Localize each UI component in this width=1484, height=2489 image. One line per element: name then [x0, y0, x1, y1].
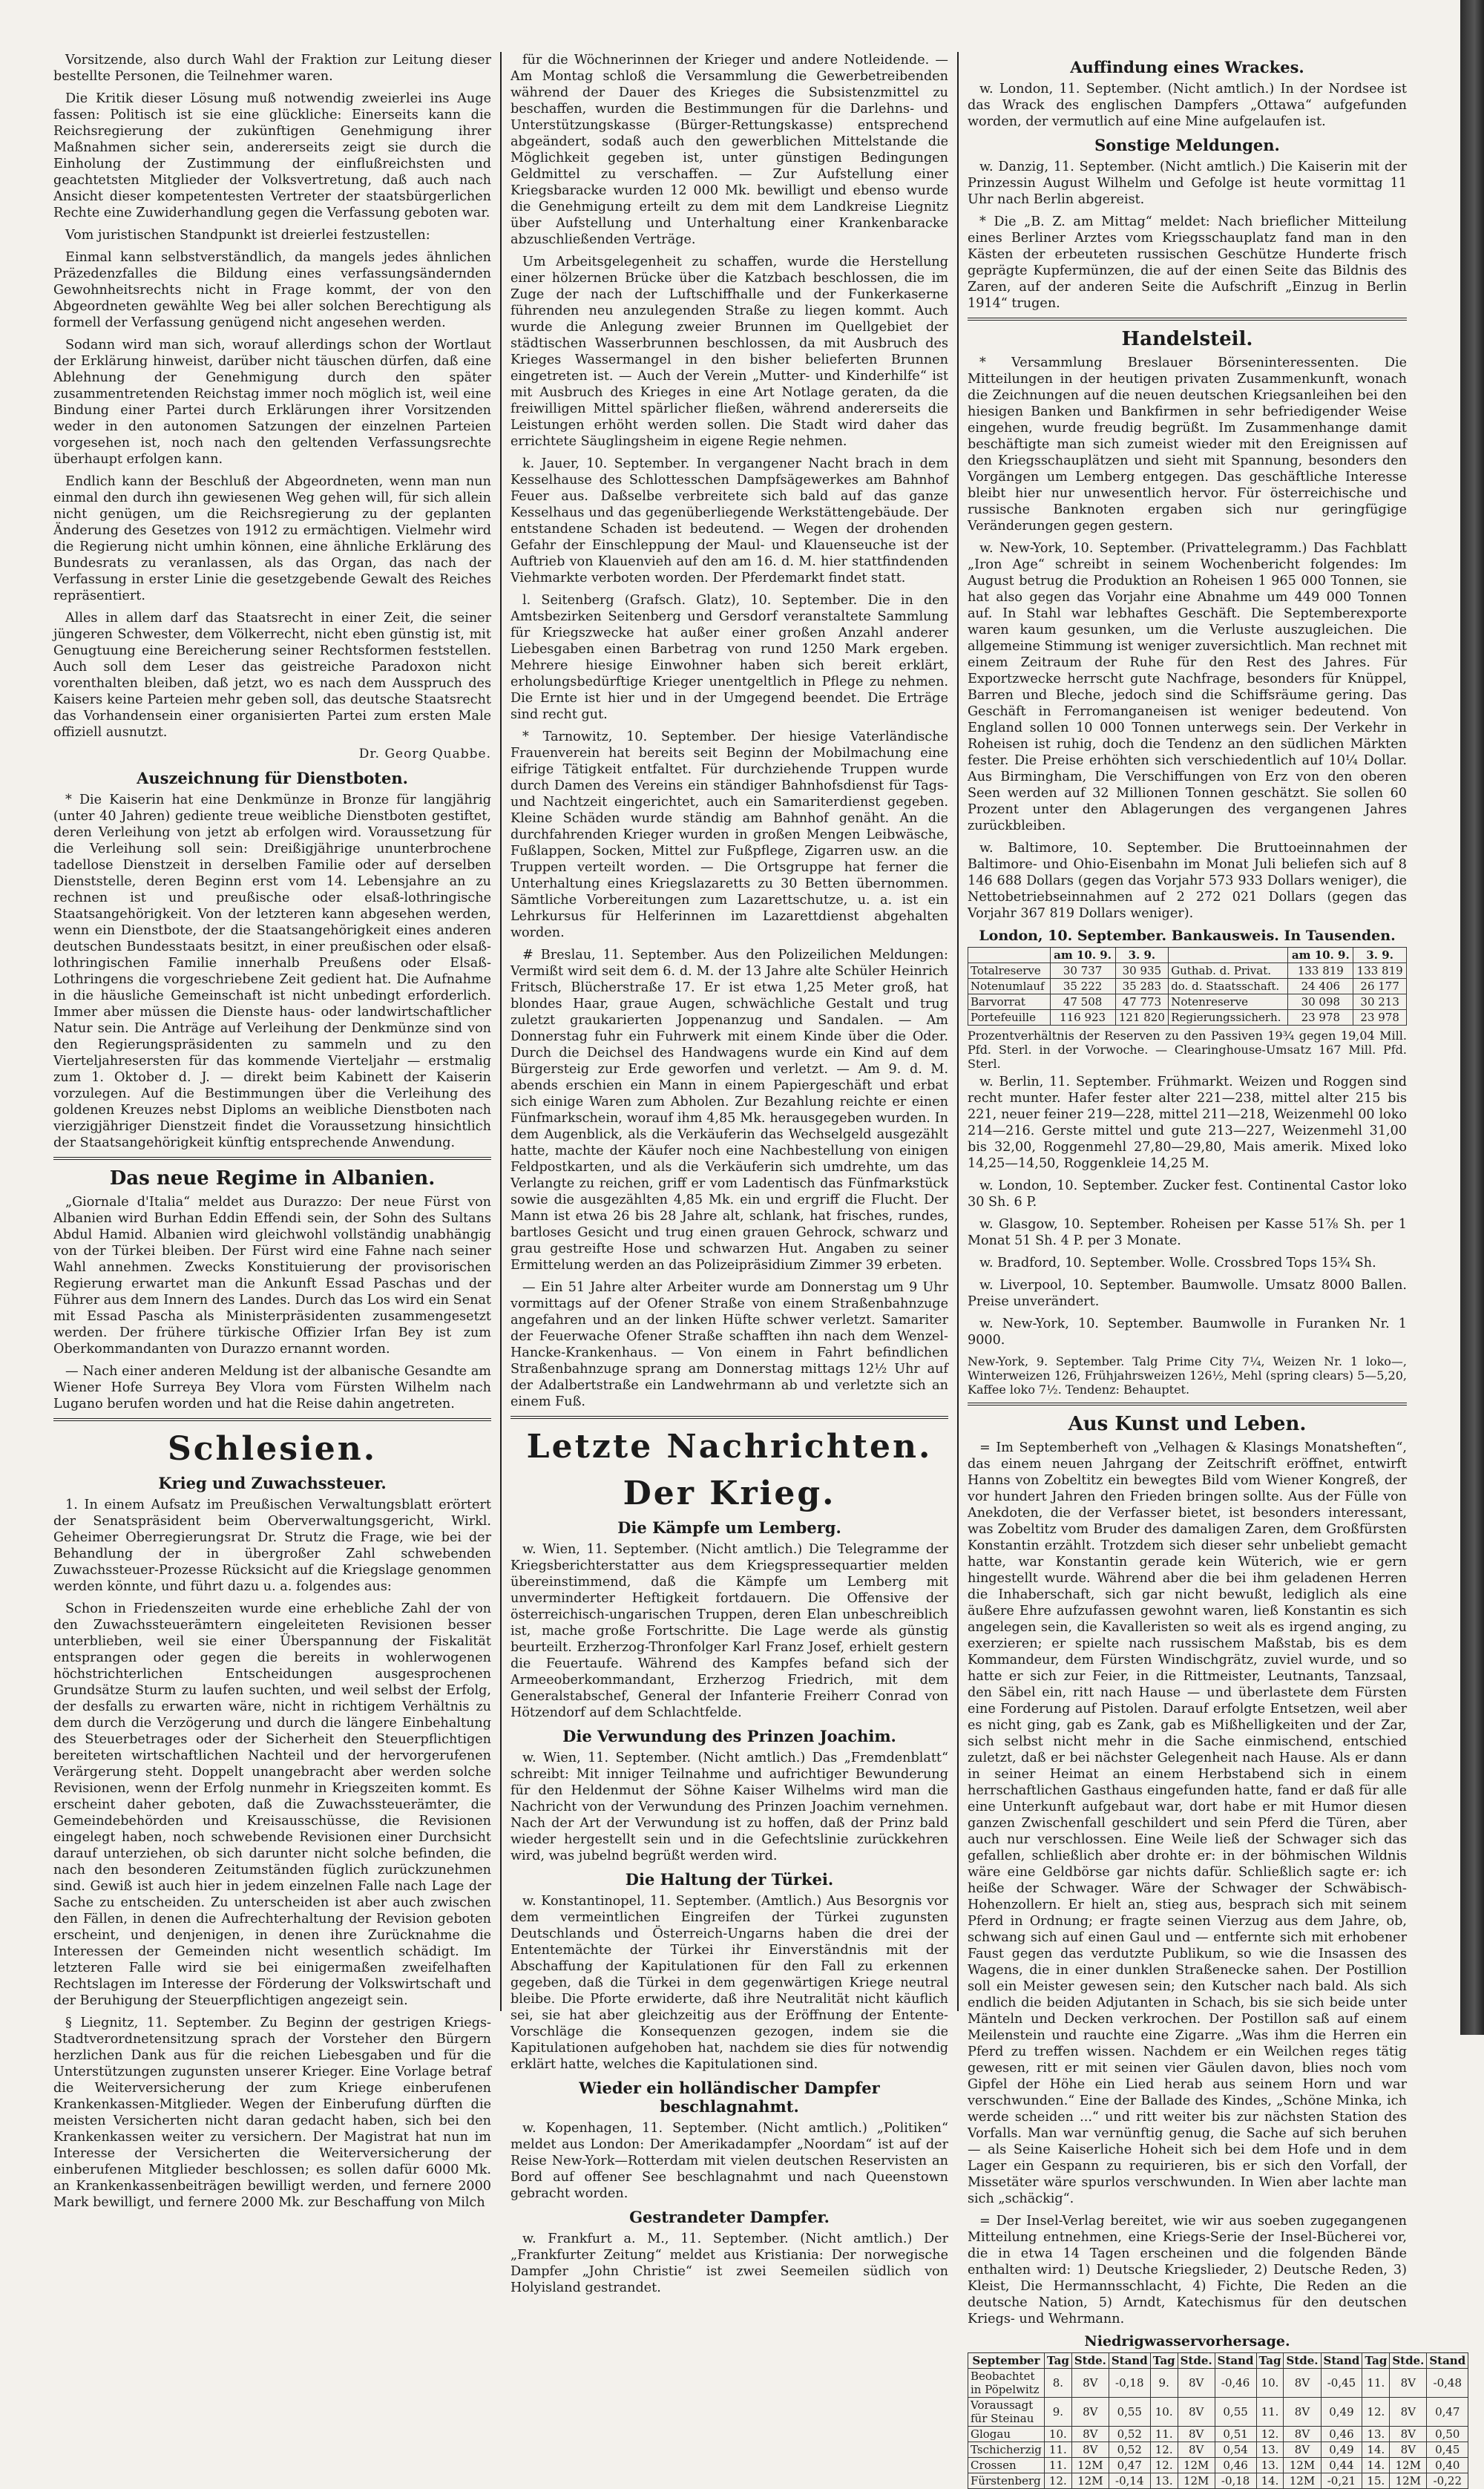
table-cell: 0,51	[1215, 2427, 1256, 2442]
table-cell: -0,21	[1321, 2473, 1362, 2489]
table-cell: 11.	[1150, 2427, 1178, 2442]
table-header-cell: Stand	[1321, 2353, 1362, 2369]
water-level-table	[968, 2352, 1468, 2489]
table-header-cell: 3. 9.	[1115, 948, 1169, 963]
table-cell: 8V	[1178, 2442, 1215, 2458]
table-cell: 35 283	[1115, 979, 1169, 994]
paragraph: w. Liverpool, 10. September. Baumwolle. Umsatz 8000 Ballen. Preise unverändert.	[968, 1278, 1407, 1309]
paragraph: l. Seitenberg (Grafsch. Glatz), 10. September. Die in den Amtsbezirken Seitenberg und Gersdorf veranstaltete Sammlung für Kriegszwecke hat außer einer großen Anzahl anderer Liebesgaben einen Barbetrag von rund 1250 Mark ergeben. Mehrere hiesige Einwohner haben sich bereit erklärt, erholungsbedürftige Krieger unentgeltlich in Pflege zu nehmen. Die Ernte ist hier und in der Umgegend beendet. Die Erträge sind recht gut.	[510, 593, 948, 722]
table-cell: 11.	[1256, 2398, 1284, 2427]
table-header-row	[968, 2353, 1468, 2369]
table-cell: 8V	[1071, 2369, 1109, 2398]
table-cell: 30 935	[1115, 963, 1169, 979]
table-cell: Glogau	[968, 2427, 1045, 2442]
table-header-cell: Tag	[1044, 2353, 1071, 2369]
table-cell: Barvorrat	[968, 994, 1051, 1010]
headline-dampfer: Wieder ein holländischer Dampfer beschlagnahmt.	[579, 2079, 880, 2116]
table-header-cell: 3. 9.	[1353, 948, 1407, 963]
table-cell: -0,48	[1427, 2369, 1468, 2398]
table-cell: 12.	[1044, 2473, 1071, 2489]
section-title-handelsteil: Handelsteil.	[1121, 328, 1253, 350]
paragraph: Endlich kann der Beschluß der Abgeordneten, wenn man nun einmal den durch ihn gewiesenen Weg gehen will, für sich allein nicht genügen, um die Reichsregierung zu der geplanten Änderung des Gesetzes von 1912 zu ermächtigen. Vielmehr wird die Regierung nicht umhin können, eine ähnliche Erklärung des Bundesrats zu veranlassen, als das Organ, das nach der Verfassung in erster Linie die gesetzgebende Gewalt des Reiches repräsentiert.	[53, 474, 491, 603]
table-cell: 133 819	[1353, 963, 1407, 979]
table-cell: 8V	[1390, 2427, 1427, 2442]
headline-tuerkei: Die Haltung der Türkei.	[625, 1870, 834, 1889]
table-cell: 12M	[1071, 2458, 1109, 2473]
table-cell: 8V	[1071, 2398, 1109, 2427]
table-cell: 10.	[1044, 2427, 1071, 2442]
headline-gestrandet: Gestrandeter Dampfer.	[629, 2208, 830, 2226]
paragraph: w. Frankfurt a. M., 11. September. (Nicht amtlich.) Der „Frankfurter Zeitung“ meldet aus Kristiania: Der norwegische Dampfer „John Christie“ ist zwei Seemeilen südlich von Holyisland gestrandet.	[510, 2231, 948, 2295]
table-header-cell: Stde.	[1284, 2353, 1321, 2369]
column-1	[45, 52, 502, 2210]
table-cell: 11.	[1044, 2442, 1071, 2458]
bank-table-caption: London, 10. September. Bankausweis. In Tausenden.	[979, 928, 1396, 944]
table-cell: -0,18	[1109, 2369, 1150, 2398]
table-cell: 9.	[1150, 2369, 1178, 2398]
table-cell: Fürstenberg	[968, 2473, 1045, 2489]
paragraph: Vorsitzende, also durch Wahl der Fraktion zur Leitung dieser bestellte Personen, die Teilnehmer waren.	[53, 53, 491, 84]
table-cell: 30 737	[1050, 963, 1115, 979]
table-cell: 0,49	[1321, 2398, 1362, 2427]
table-cell: 12M	[1390, 2458, 1427, 2473]
table-header-cell: Stand	[1427, 2353, 1468, 2369]
section-title-schlesien: Schlesien.	[167, 1430, 378, 1468]
newspaper-page	[45, 52, 1466, 2488]
paragraph: w. London, 10. September. Zucker fest. Continental Castor loko 30 Sh. 6 P.	[968, 1178, 1407, 1210]
table-cell: 23 978	[1288, 1010, 1353, 1026]
table-cell: 14.	[1256, 2473, 1284, 2489]
table-cell: 24 406	[1288, 979, 1353, 994]
table-cell: 13.	[1256, 2458, 1284, 2473]
table-cell: Notenreserve	[1169, 994, 1288, 1010]
table-cell: Regierungssicherh.	[1169, 1010, 1288, 1026]
table-cell: 0,50	[1427, 2427, 1468, 2442]
paragraph: w. Berlin, 11. September. Frühmarkt. Weizen und Roggen sind recht munter. Hafer fester alter 221—238, mittel alter 215 bis 221, neuer feiner 219—228, mittel 211—218, Weizenmehl 00 loko 214—216. Gerste mittel und gute 213—227, Weizenmehl 31,00 bis 32,00, Roggenmehl 27,80—29,80, Mais amerik. Mixed loko 14,25—14,50, Roggenkleie 14,25 M.	[968, 1075, 1407, 1171]
table-cell: -0,45	[1321, 2369, 1362, 2398]
table-row	[968, 994, 1407, 1010]
water-table-caption: Niedrigwasservorhersage.	[1084, 2333, 1290, 2349]
paragraph: w. Wien, 11. September. (Nicht amtlich.) Die Telegramme der Kriegsberichterstatter aus dem Kriegspressequartier melden übereinstimmend, daß die Kämpfe um Lemberg mit unverminderter Heftigkeit fortdauern. Die Offensive der österreichisch-ungarischen Truppen, deren Elan unbeschreiblich ist, mache große Fortschritte. Die Lage werde als günstig beurteilt. Erzherzog-Thronfolger Karl Franz Josef, erhielt gestern die Feuertaufe. Während des Kampfes befand sich der Armeeoberkommandant, Erzherzog Friedrich, mit dem Generalstabschef, General der Infanterie Freiherr Conrad von Hötzendorf auf dem Schlachtfelde.	[510, 1542, 948, 1720]
paragraph: w. Bradford, 10. September. Wolle. Crossbred Tops 15¾ Sh.	[979, 1256, 1376, 1270]
table-row	[968, 2369, 1468, 2398]
table-cell: 12M	[1178, 2473, 1215, 2489]
table-cell: 0,47	[1109, 2458, 1150, 2473]
table-cell: 35 222	[1050, 979, 1115, 994]
table-cell: 12M	[1390, 2473, 1427, 2489]
table-cell: 47 773	[1115, 994, 1169, 1010]
page-edge-shadow	[1460, 0, 1484, 2035]
paragraph: Die Kritik dieser Lösung muß notwendig zweierlei ins Auge fassen: Politisch ist sie eine glückliche: Einerseits kann die Reichsregierung der zukünftigen Genehmigung ihrer Maßnahmen sicher sein, andererseits zeigt sie durch die Einholung der Zustimmung der einflußreichsten und geachtetsten Mitglieder der Volksvertretung, daß auch nach Ansicht dieser kompetentesten Vertreter der staatsbürgerlichen Rechte eine Zuwiderhandlung gegen die Verfassung geboten war.	[53, 91, 491, 220]
table-header-cell: Stde.	[1178, 2353, 1215, 2369]
table-cell: 12M	[1284, 2458, 1321, 2473]
table-cell: Crossen	[968, 2458, 1045, 2473]
paragraph: = Im Septemberheft von „Velhagen & Klasings Monatsheften“, das einem neuen Jahrgang der Zeitschrift eröffnet, entwirft Hanns von Zobeltitz ein bewegtes Bild vom Wiener Kongreß, der vor hundert Jahren den Frieden bringen sollte. Aus der Fülle von Anekdoten, die der Verfasser bietet, ist besonders interessant, was Zobeltitz vom Bruder des damaligen Zaren, dem Großfürsten Konstantin erzählt. Trotzdem sich dieser sehr unbeliebt gemacht hatte, war Konstantin gerade kein Wüterich, wie er gern hingestellt wurde. Während aber die bei ihm geladenen Herren die Inhaberschaft, sich gar nicht bewußt, lediglich als eine äußere Ehre aufzufassen gewohnt waren, ließ Konstantin es sich angelegen sein, die Kavalleristen so weit als es irgend anging, zu exerzieren; er spielte nach russischem Maßstab, bis es dem Kommandeur, dem Fürsten Windischgrätz, zuviel wurde, und so hatte er sich zur Feier, in die Rittmeister, Leutnants, Tanzsaal, den Säbel ein, ritt nach Hause — und überlastete dem Fürsten eine Forderung auf Pistolen. Darauf erfolgte Entsetzen, weil aber es nicht ging, gab es Zank, gab es Mißhelligkeiten und der Zar, sich selbst nicht mehr in die Sache einmischend, entschied zuletzt, daß er bei nächster Gelegenheit nach Hause. Als er dann in seiner Heimat an einem Herbstabend sich in einem herrschaftlichen Gasthaus eingefunden hatte, fand er daß für alle eine Unterkunft aufgebaut war, dort habe er mit Humor diesen ganzen Zwischenfall geschildert und sein Pferd die Türen, aber auch nur verschlossen. Eine Weile ließ der Schwager sich das gefallen, schließlich aber drohte er: in der böhmischen Wildnis wäre eine Geldbörse gar nichts dafür. Schließlich sagte er: ich heiße der Schwager. Wäre der Schwager der Schwäbisch-Hohenzollern. Er hielt an, stieg aus, besprach sich mit seinem Pferd in Ordnung; er fragte seinen Vierzug aus dem Jahre, ob, schwang sich auf einen Gaul und — entfernte sich mit erhobener Faust gegen das verdutzte Publikum, so wie die Insassen des Wagens, die in einer dunklen Straßenecke sahen. Der Postillion soll ein Meister gewesen sein; den Kutscher nach bald. Als sich endlich die beiden Adjutanten in Schach, bis sie sich beide unter Mänteln und Decken verkrochen. Der Postillon saß auf einem Meilenstein und rauchte eine Zigarre. „Was ihm die Herren ein Pferd zu treffen wissen. Nachdem er ein Weilchen reges tätig gewesen, ritt er mit seinen vier Gäulen davon, blies noch vom Gipfel der Höhe ein Lied herab aus seinem Horn und war verschwunden.“ Eine der Ballade des Kindes, „Schöne Minka, ich werde scheiden ...“ und ritt weiter bis zur nächsten Station des Vorfalls. Man war vernünftig genug, die Sache auf sich beruhen — als Seine Kaiserliche Hoheit sich bei dem Hofe und in dem Lager ein Gespann zu requirieren, bis er sich den Vorfall, der Missetäter wäre spurlos verschwunden. In Wien aber lachte man sich „schäckig“.	[968, 1440, 1407, 2206]
table-cell: 12M	[1284, 2473, 1321, 2489]
divider	[968, 1403, 1407, 1406]
table-cell: 11.	[1044, 2458, 1071, 2473]
table-cell: 8V	[1390, 2442, 1427, 2458]
headline-zuwachssteuer: Krieg und Zuwachssteuer.	[158, 1474, 387, 1492]
headline-albanien: Das neue Regime in Albanien.	[109, 1167, 436, 1190]
paragraph: * Die Kaiserin hat eine Denkmünze in Bronze für langjährig (unter 40 Jahren) gediente treue weibliche Dienstboten gestiftet, deren Verleihung von jetzt ab erfolgen wird. Voraussetzung für die Verleihung soll sein: Dreißigjährige ununterbrochene tadellose Dienstzeit in derselben Familie oder auf derselben Dienststelle, deren Beginn erst vom 14. Lebensjahre an zu rechnen ist und preußische oder elsaß-lothringische Staatsangehörigkeit. Von der letzteren kann abgesehen werden, wenn ein Dienstbote, der die Staatsangehörigkeit eines anderen deutschen Bundesstaats besitzt, in einer preußischen oder elsaß-lothringischen Familie innerhalb Preußens oder Elsaß-Lothringens die vorgeschriebene Zeit gedient hat. Die Aufnahme in die häusliche Gemeinschaft ist nicht unbedingt erforderlich. Immer aber müssen die Dienste haus- oder landwirtschaftlicher Natur sein. Die Anträge auf Verleihung der Denkmünze sind von den Regierungspräsidenten zu sammeln und zu den Vierteljahresersten für das kommende Vierteljahr — erstmalig zum 1. Oktober d. J. — direkt beim Kabinett der Kaiserin vorzulegen. Auf die Bestimmungen über die Verleihung des goldenen Kreuzes nebst Diploms an weibliche Dienstboten nach vierzigjähriger Dienstzeit findet die Voraussetzung hinsichtlich der Staatsangehörigkeit künftig entsprechende Anwendung.	[53, 793, 491, 1150]
paragraph: 1. In einem Aufsatz im Preußischen Verwaltungsblatt erörtert der Senatspräsident beim Oberverwaltungsgericht, Wirkl. Geheimer Oberregierungsrat Dr. Strutz die Frage, wie bei der Behandlung der in übergroßer Zahl schwebenden Zuwachssteuer-Prozesse Rücksicht auf die Kriegslage genommen werden könnte, und führt dazu u. a. folgendes aus:	[53, 1498, 491, 1594]
table-cell: 10.	[1150, 2398, 1178, 2427]
paragraph: * Versammlung Breslauer Börseninteressenten. Die Mitteilungen in der heutigen privaten Zusammenkunft, wonach die Zeichnungen auf die neuen deutschen Kriegsanleihen bei den hiesigen Banken und Bankfirmen in sehr befriedigender Weise eingehen, wurde freudig begrüßt. Im Zusammenhange damit beschäftigte man sich zumeist wieder mit den Ereignissen auf den Kriegsschauplätzen und sieht mit Spannung, besonders den Vorgängen um Lemberg entgegen. Das geschäftliche Interesse bleibt hier nur unwesentlich hervor. Für österreichische und russische Banknoten ergaben sich nur geringfügige Veränderungen gegen gestern.	[968, 355, 1407, 534]
table-cell: 30 213	[1353, 994, 1407, 1010]
table-cell: -0,22	[1427, 2473, 1468, 2489]
paragraph: # Breslau, 11. September. Aus den Polizeilichen Meldungen: Vermißt wird seit dem 6. d. M. der 13 Jahre alte Schüler Heinrich Fritsch, Blücherstraße 17. Er ist etwa 1,25 Meter groß, hat blondes Haar, graue Augen, schwächliche Gestalt und trug zuletzt graukarierten Joppenanzug und Sandalen. — Am Donnerstag fuhr ein Fuhrwerk mit einem Kinde über die Oder. Durch die Deichsel des Handwagens wurde ein Kind auf dem Bürgersteig zur Erde geworfen und verletzt. — Am 9. d. M. abends erschien ein Mann in einem Papiergeschäft und erbat sich einige Waren zum Abholen. Zur Bezahlung reichte er einen Fünfmarkschein, worauf ihm 4,85 Mk. herausgegeben wurden. In dem Augenblick, als die Verkäuferin das Wechselgeld ausgezählt hatte, machte der Käufer noch eine Nachbestellung von einigen Feldpostkarten, und als die Verkäuferin sich umdrehte, um das Verlangte zu reichen, griff er vom Ladentisch das Fünfmarkstück sowie die ausgezählten 4,85 Mk. ein und ergriff die Flucht. Der Mann ist etwa 26 bis 28 Jahre alt, schlank, hat frisches, rundes, bartloses Gesicht und trug einen grauen Gehrock, schwarz und grau gestreifte Hose und schwarzen Hut. Angaben zu seiner Ermittelung werden an das Polizeipräsidium Zimmer 39 erbeten.	[510, 948, 948, 1273]
table-cell: 12M	[1071, 2473, 1109, 2489]
table-cell: 13.	[1150, 2473, 1178, 2489]
paragraph: * Die „B. Z. am Mittag“ meldet: Nach brieflicher Mitteilung eines Berliner Arztes vom Kriegsschauplatz fand man in den Kästen der erbeuteten russischen Geschütze Hunderte frisch geprägte Kupfermünzen, die auf der einen Seite das Bildnis des Zaren, auf der anderen Seite die Aufschrift „Einzug in Berlin 1914“ trugen.	[968, 214, 1407, 311]
water-level-body	[968, 2369, 1468, 2489]
paragraph: Alles in allem darf das Staatsrecht in einer Zeit, die seiner jüngeren Schwester, dem Völkerrecht, nicht eben günstig ist, mit Genugtuung eine Bereicherung seiner Rechtsformen feststellen. Auch soll dem Leser das geistreiche Paradoxon nicht vorenthalten bleiben, daß jetzt, wo es nach dem Ausspruch des Kaisers keine Parteien mehr geben soll, das deutsche Staatsrecht das Vorhandensein einer organisierten Partei zum ersten Male offiziell ausnutzt.	[53, 611, 491, 740]
table-header-cell: Tag	[1150, 2353, 1178, 2369]
table-row	[968, 2442, 1468, 2458]
paragraph: w. London, 11. September. (Nicht amtlich.) In der Nordsee ist das Wrack des englischen Dampfers „Ottawa“ aufgefunden worden, der vermutlich auf eine Mine aufgelaufen ist.	[968, 82, 1407, 129]
paragraph: Um Arbeitsgelegenheit zu schaffen, wurde die Herstellung einer hölzernen Brücke über die Katzbach beschlossen, die im Zuge der nach der Luftschiffhalle und der Funkerkaserne führenden neu anzulegenden Straße zu liegen kommt. Auch wurde die Anlegung zweier Brunnen im Quellgebiet der städtischen Wasserbrunnen beschlossen, da mit Ausbruch des Krieges Wassermangel in den bisher belieferten Brunnen eingetreten ist. — Auch der Verein „Mutter- und Kinderhilfe“ ist mit Ausbruch des Krieges in eine Art Notlage geraten, da die freiwilligen Mittel spärlicher fließen, während andererseits die Leistungen erhöht werden sollen. Die Stadt wird daher das errichtete Säuglingsheim in eigene Regie nehmen.	[510, 255, 948, 449]
divider	[53, 1418, 491, 1421]
table-cell: 8V	[1284, 2442, 1321, 2458]
divider	[510, 1416, 948, 1419]
table-cell: 0,46	[1321, 2427, 1362, 2442]
table-cell: Notenumlauf	[968, 979, 1051, 994]
table-cell: 14.	[1362, 2458, 1390, 2473]
table-cell: Portefeuille	[968, 1010, 1051, 1026]
table-header-cell	[1169, 948, 1288, 963]
paragraph: w. New-York, 10. September. (Privattelegramm.) Das Fachblatt „Iron Age“ schreibt in seinem Wochenbericht folgendes: Im August betrug die Produktion an Roheisen 1 965 000 Tonnen, sie hat also gegen das Vorjahr eine Abnahme um 449 000 Tonnen auf. In Stahl war lebhaftes Geschäft. Die Septemberexporte waren kaum gesunken, um die Verluste auszugleichen. Die allgemeine Stimmung ist weniger zuversichtlich. Man rechnet mit einem Zeitraum der Ruhe für den Rest des Jahres. Für Exportzwecke herrscht gute Nachfrage, besonders für Knüppel, Barren und Bleche, jedoch sind die Schiffsräume gering. Das Geschäft in Ferromanganeisen ist weniger bedeutend. Von England sollen 10 000 Tonnen unterwegs sein. Der Verkehr in Roheisen ist ruhig, doch die Tendenz an den südlichen Märkten fester. Die Preise erhöhten sich verschiedentlich auf 10¼ Dollar. Aus Birmingham, Die Verschiffungen von Erz von den oberen Seen werden auf 32 Millionen Tonnen geschätzt. Sie sollen 60 Prozent unter den Ablagerungen des vergangenen Jahres zurückbleiben.	[968, 541, 1407, 833]
table-cell: 0,55	[1215, 2398, 1256, 2427]
table-header-cell: Stand	[1215, 2353, 1256, 2369]
table-cell: 116 923	[1050, 1010, 1115, 1026]
table-cell: 10.	[1256, 2369, 1284, 2398]
paragraph: w. Glasgow, 10. September. Roheisen per Kasse 51⅞ Sh. per 1 Monat 51 Sh. 4 P. per 3 Monate.	[968, 1217, 1407, 1248]
paragraph: = Der Insel-Verlag bereitet, wie wir aus soeben zugegangenen Mitteilung entnehmen, eine Kriegs-Serie der Insel-Bücherei vor, die in etwa 14 Tagen erscheinen und die folgenden Bände enthalten wird: 1) Deutsche Kriegslieder, 2) Deutsche Reden, 3) Kleist, Die Hermannsschlacht, 4) Fichte, Die Reden an die deutsche Nation, 5) Arndt, Katechismus für den deutschen Kriegs- und Wehrmann.	[968, 2214, 1407, 2326]
divider	[968, 318, 1407, 321]
table-header-cell: am 10. 9.	[1288, 948, 1353, 963]
paragraph: Einmal kann selbstverständlich, da mangels jedes ähnlichen Präzedenzfalles die Bildung eines verfassungsändernden Gewohnheitsrechts nicht in Frage kommt, der von den Abgeordneten gewählte Weg bei aller solchen Berechtigung als formell der Verfassung genügend nicht angesehen werden.	[53, 250, 491, 330]
paragraph: * Tarnowitz, 10. September. Der hiesige Vaterländische Frauenverein hat bereits seit Beginn der Mobilmachung eine eifrige Tätigkeit entfaltet. Für durchziehende Truppen wurde durch Damen des Vereins ein ständiger Bahnhofsdienst für Tags- und Nachtzeit eingerichtet, auch ein Samariterdienst gegeben. Kleine Schäden wurde ständig am Bahnhof genäht. An die durchfahrenden Krieger wurden in großen Mengen Leibwäsche, Fußlappen, Socken, Mittel zur Fußpflege, Zigarren usw. an die Truppen verteilt worden. — Die Ortsgruppe hat ferner die Unterhaltung eines Kriegslazaretts zu 30 Betten übernommen. Sämtliche Vorbereitungen zum Lazarettschutze, u. a. ist ein Lehrkursus für Helferinnen im Lazarettdienst abgehalten worden.	[510, 729, 948, 940]
paragraph: w. Baltimore, 10. September. Die Bruttoeinnahmen der Baltimore- und Ohio-Eisenbahn im Monat Juli beliefen sich auf 8 146 688 Dollars (gegen das Vorjahr 573 933 Dollars weniger), die Nettobetriebseinnahmen auf 2 272 021 Dollars (gegen das Vorjahr 367 819 Dollars weniger).	[968, 841, 1407, 921]
table-header-cell: Tag	[1362, 2353, 1390, 2369]
table-cell: 8V	[1284, 2369, 1321, 2398]
table-cell: do. d. Staatsschaft.	[1169, 979, 1288, 994]
table-cell: 0,46	[1215, 2458, 1256, 2473]
table-header-cell: Stde.	[1071, 2353, 1109, 2369]
divider	[53, 1157, 491, 1160]
paragraph: w. Konstantinopel, 11. September. (Amtlich.) Aus Besorgnis vor dem vermeintlichen Eingreifen der Türkei zugunsten Deutschlands und Österreich-Ungarns haben die drei der Ententemächte der Türkei ihr Einverständnis mit der Abschaffung der Kapitulationen für den Fall zu erkennen gegeben, daß die Türkei in dem gegenwärtigen Kriege neutral bleibe. Die Pforte erwiderte, daß ihre Neutralität nicht käuflich sei, sie hat aber gleichzeitig aus der Eröffnung der Entente-Vorschläge die Konsequenzen gezogen, indem sie die Kapitulationen aufgehoben hat, nachdem sie dies für notwendig erklärt hatte, welches die Kapitulationen sind.	[510, 1894, 948, 2072]
table-row	[968, 2473, 1468, 2489]
bank-table	[968, 947, 1407, 1026]
table-cell: Guthab. d. Privat.	[1169, 963, 1288, 979]
table-cell: 15.	[1362, 2473, 1390, 2489]
paragraph: „Giornale d'Italia“ meldet aus Durazzo: Der neue Fürst von Albanien wird Burhan Eddin Effendi sein, der Sohn des Sultans Abdul Hamid. Albanien wird gleichwohl vollständig unabhängig von der Türkei bleiben. Der Fürst wird eine Fahne nach seiner Wahl annehmen. Zwecks Konstituierung der provisorischen Regierung erwartet man die Ankunft Essad Paschas und der Führer aus dem Innern des Landes. Durch das Los wird ein Senat mit Essad Pascha als Ministerpräsidenten zusammengesetzt werden. Der frühere türkische Offizier Irfan Bey ist zum Oberkommandanten von Durazzo ernannt worden.	[53, 1195, 491, 1357]
table-cell: 0,52	[1109, 2442, 1150, 2458]
table-cell: 0,52	[1109, 2427, 1150, 2442]
table-cell: 8V	[1284, 2427, 1321, 2442]
paragraph: Schon in Friedenszeiten wurde eine erhebliche Zahl der von den Zuwachssteuerämtern eingeleiteten Revisionen besser unterblieben, weil sie einer Überspannung der Fiskalität entsprangen oder gegen die bereits in wohlerwogenen höchstrichterlichen Entscheidungen ausgesprochenen Grundsätze Sturm zu laufen suchten, und weil selbst der Erfolg, der desfalls zu erwarten wäre, nicht in richtigem Verhältnis zu dem durch die Verzögerung und durch die längere Einbehaltung des Steuerbetrages oder der Sicherheit den Steuerpflichtigen bereiteten wirtschaftlichen Nachteil und der hervorgerufenen Verärgerung steht. Doppelt unangebracht aber werden solche Revisionen, wenn der Erfolg nunmehr in Kriegszeiten kommt. Es erscheint daher geboten, daß die Zuwachssteuerämter, die Gemeindebehörden und Kreisausschüsse, die Revisionen eingelegt haben, noch schwebende Revisionen einer Durchsicht darauf unterziehen, ob sich darunter nicht solche befinden, die nach den besonderen Zeitumständen füglich zurückzunehmen sind. Gewiß ist auch hier in jedem einzelnen Falle nach Lage der Sache zu entscheiden. Zu unterscheiden ist aber auch zwischen den Fällen, in denen die Aufrechterhaltung der Revision geboten erscheint, und denjenigen, in denen ihre Zurücknahme die Interessen der Gemeinden nicht wesentlich schädigt. Im letzteren Falle wird sie bei einigermaßen zweifelhaften Rechtslagen im Interesse der Förderung der Volkswirtschaft und der Beruhigung der Steuerpflichtigen angezeigt sein.	[53, 1601, 491, 2008]
table-header-cell: Stand	[1109, 2353, 1150, 2369]
table-cell: 9.	[1044, 2398, 1071, 2427]
table-cell: 8V	[1178, 2398, 1215, 2427]
table-cell: 0,54	[1215, 2442, 1256, 2458]
table-cell: 121 820	[1115, 1010, 1169, 1026]
table-cell: 0,40	[1427, 2458, 1468, 2473]
table-cell: Tschicherzig	[968, 2442, 1045, 2458]
table-cell: Voraussagt für Steinau	[968, 2398, 1045, 2427]
headline-sonstige: Sonstige Meldungen.	[1094, 136, 1280, 154]
table-header-row	[968, 948, 1407, 963]
table-cell: 8V	[1071, 2442, 1109, 2458]
table-cell: 30 098	[1288, 994, 1353, 1010]
table-cell: 11.	[1362, 2369, 1390, 2398]
paragraph: — Ein 51 Jahre alter Arbeiter wurde am Donnerstag um 9 Uhr vormittags auf der Ofener Straße von einem Straßenbahnzuge angefahren und an der linken Hüfte schwer verletzt. Samariter der Feuerwache Ofener Straße schafften ihn nach dem Wenzel-Hancke-Krankenhaus. — Von einem in Fahrt befindlichen Straßenbahnzuge sprang am Donnerstag mittags 12½ Uhr auf der Adalbertstraße ein Landwehrmann ab und verletzte sich an einem Fuß.	[510, 1280, 948, 1409]
paragraph: New-York, 9. September. Talg Prime City 7¼, Weizen Nr. 1 loko—, Winterweizen 126, Frühjahrsweizen 126½, Mehl (spring clears) 5—5,20, Kaffee loko 7½. Tendenz: Behauptet.	[968, 1354, 1407, 1397]
table-cell: 8V	[1071, 2427, 1109, 2442]
table-cell: 0,45	[1427, 2442, 1468, 2458]
table-header-cell: Tag	[1256, 2353, 1284, 2369]
section-title-krieg: Der Krieg.	[623, 1475, 836, 1512]
table-cell: 14.	[1362, 2442, 1390, 2458]
table-row	[968, 963, 1407, 979]
table-cell: 47 508	[1050, 994, 1115, 1010]
table-cell: 12.	[1150, 2442, 1178, 2458]
table-cell: 12M	[1178, 2458, 1215, 2473]
section-title-kunst: Aus Kunst und Leben.	[1068, 1413, 1307, 1435]
table-cell: 12.	[1256, 2427, 1284, 2442]
author-signature: Dr. Georg Quabbe.	[358, 747, 491, 761]
headline-joachim: Die Verwundung des Prinzen Joachim.	[562, 1727, 896, 1745]
table-cell: 26 177	[1353, 979, 1407, 994]
table-cell: 8V	[1178, 2369, 1215, 2398]
table-header-cell: September	[968, 2353, 1045, 2369]
table-header-cell	[968, 948, 1051, 963]
headline-lemberg: Die Kämpfe um Lemberg.	[617, 1518, 841, 1537]
table-cell: 13.	[1362, 2427, 1390, 2442]
table-cell: 133 819	[1288, 963, 1353, 979]
table-header-cell: am 10. 9.	[1050, 948, 1115, 963]
table-row	[968, 1010, 1407, 1026]
table-cell: -0,46	[1215, 2369, 1256, 2398]
paragraph: w. Danzig, 11. September. (Nicht amtlich.) Die Kaiserin mit der Prinzessin August Wilhelm und Gefolge ist heute vormittag 11 Uhr nach Berlin abgereist.	[968, 160, 1407, 207]
table-cell: 12.	[1362, 2398, 1390, 2427]
table-row	[968, 979, 1407, 994]
table-cell: 0,44	[1321, 2458, 1362, 2473]
table-cell: 8.	[1044, 2369, 1071, 2398]
table-cell: 0,49	[1321, 2442, 1362, 2458]
table-row	[968, 2458, 1468, 2473]
table-cell: 12.	[1150, 2458, 1178, 2473]
table-cell: 0,55	[1109, 2398, 1150, 2427]
paragraph: w. Kopenhagen, 11. September. (Nicht amtlich.) „Politiken“ meldet aus London: Der Amerikadampfer „Noordam“ ist auf der Reise New-York—Rotterdam mit vielen deutschen Reservisten an Bord auf offener See beschlagnahmt und nach Queenstown gebracht worden.	[510, 2121, 948, 2201]
table-cell: 13.	[1256, 2442, 1284, 2458]
headline-dienstboten: Auszeichnung für Dienstboten.	[137, 769, 408, 787]
paragraph: Prozentverhältnis der Reserven zu den Passiven 19¾ gegen 19,04 Mill. Pfd. Sterl. in der Vorwoche. — Clearinghouse-Umsatz 167 Mill. Pfd. Sterl.	[968, 1029, 1407, 1071]
paragraph: w. Wien, 11. September. (Nicht amtlich.) Das „Fremdenblatt“ schreibt: Mit inniger Teilnahme und aufrichtiger Bewunderung für den Heldenmut der Söhne Kaiser Wilhelms wird man die Nachricht von der Verwundung des Prinzen Joachim vernehmen. Nach der Art der Verwundung ist zu hoffen, daß der Prinz bald wieder hergestellt sein und in die Gefechtslinie zurückkehren wird, was jubelnd begrüßt werden wird.	[510, 1751, 948, 1863]
table-cell: Totalreserve	[968, 963, 1051, 979]
table-cell: 0,47	[1427, 2398, 1468, 2427]
table-cell: -0,14	[1109, 2473, 1150, 2489]
paragraph: für die Wöchnerinnen der Krieger und andere Notleidende. — Am Montag schloß die Versammlung die Gewerbetreibenden während der Dauer des Krieges die Subsistenzmittel zu beschaffen, wurden die Bestimmungen für die Darlehns- und Unterstützungskasse (Bürger-Rettungskasse) entsprechend abgeändert, sodaß auch den gewerblichen Mittelstande die Möglichkeit gegeben ist, unter günstigen Bedingungen Geldmittel zu verschaffen. — Zur Aufstellung einer Kriegsbaracke wurden 12 000 Mk. bewilligt und ebenso wurde die Genehmigung erteilt zu dem mit dem Landkreise Liegnitz über Aufstellung und Unterhaltung einer Krankenbaracke abzuschließenden Verträge.	[510, 53, 948, 247]
table-cell: Beobachtet in Pöpelwitz	[968, 2369, 1045, 2398]
column-3	[959, 52, 1466, 2488]
paragraph: § Liegnitz, 11. September. Zu Beginn der gestrigen Kriegs-Stadtverordnetensitzung sprach der Vorsteher den Bürgern herzlichen Dank aus für die reichen Liebesgaben und für die Unterstützungen zugunsten unserer Krieger. Eine Vorlage betraf die Weiterversicherung der zum Kriege einberufenen Krankenkassen-Mitglieder. Wegen der Einberufung dürften die meisten Versicherten nicht daran gedacht haben, sich bei den Krankenkassen weiter zu versichern. Der Magistrat hat nun im Interesse der Versicherten die Weiterversicherung der einberufenen Mitglieder beschlossen; es sollen dafür 6000 Mk. an Krankenkassenbeiträgen bewilligt werden, und fernere 2000 Mark bewilligt, und fernere 2000 Mk. zur Beschaffung von Milch	[53, 2016, 491, 2210]
table-cell: 8V	[1178, 2427, 1215, 2442]
table-cell: 23 978	[1353, 1010, 1407, 1026]
section-title-letzte-nachrichten: Letzte Nachrichten.	[526, 1428, 933, 1466]
paragraph: Sodann wird man sich, worauf allerdings schon der Wortlaut der Erklärung hinweist, darüber nicht täuschen dürfen, daß eine Ablehnung der Genehmigung durch den später zusammentretenden Reichstag immer noch möglich ist, weil eine Bindung einer Partei durch Erklärungen ihrer Vorsitzenden weder in den autonomen Satzungen der einzelnen Parteien vorgesehen ist, noch nach den geltenden Verfassungsrechte überhaupt erfolgen kann.	[53, 338, 491, 467]
table-row	[968, 2427, 1468, 2442]
paragraph: — Nach einer anderen Meldung ist der albanische Gesandte am Wiener Hofe Surreya Bey Vlora vom Fürsten Wilhelm nach Lugano berufen worden und hat die Reise dahin angetreten.	[53, 1364, 491, 1411]
table-cell: -0,18	[1215, 2473, 1256, 2489]
headline-wrack: Auffindung eines Wrackes.	[1070, 58, 1304, 76]
table-cell: 8V	[1390, 2369, 1427, 2398]
table-header-cell: Stde.	[1390, 2353, 1427, 2369]
paragraph: w. New-York, 10. September. Baumwolle in Furanken Nr. 1 9000.	[968, 1316, 1407, 1348]
paragraph: Vom juristischen Standpunkt ist dreierlei festzustellen:	[65, 228, 430, 243]
table-cell: 8V	[1284, 2398, 1321, 2427]
table-row	[968, 2398, 1468, 2427]
column-2	[502, 52, 959, 2295]
paragraph: k. Jauer, 10. September. In vergangener Nacht brach in dem Kesselhause des Schlottesschen Dampfsägewerkes am Bahnhof Feuer aus. Daßselbe verbreitete sich bald auf das ganze Kesselhaus und das gegenüberliegende Werkstättengebäude. Der entstandene Schaden ist bedeutend. — Wegen der drohenden Gefahr der Einschleppung der Maul- und Klauenseuche ist der Auftrieb von Klauenvieh auf den am 16. d. M. hier stattfindenden Viehmarkte verboten worden. Der Pferdemarkt findet statt.	[510, 456, 948, 586]
table-cell: 8V	[1390, 2398, 1427, 2427]
